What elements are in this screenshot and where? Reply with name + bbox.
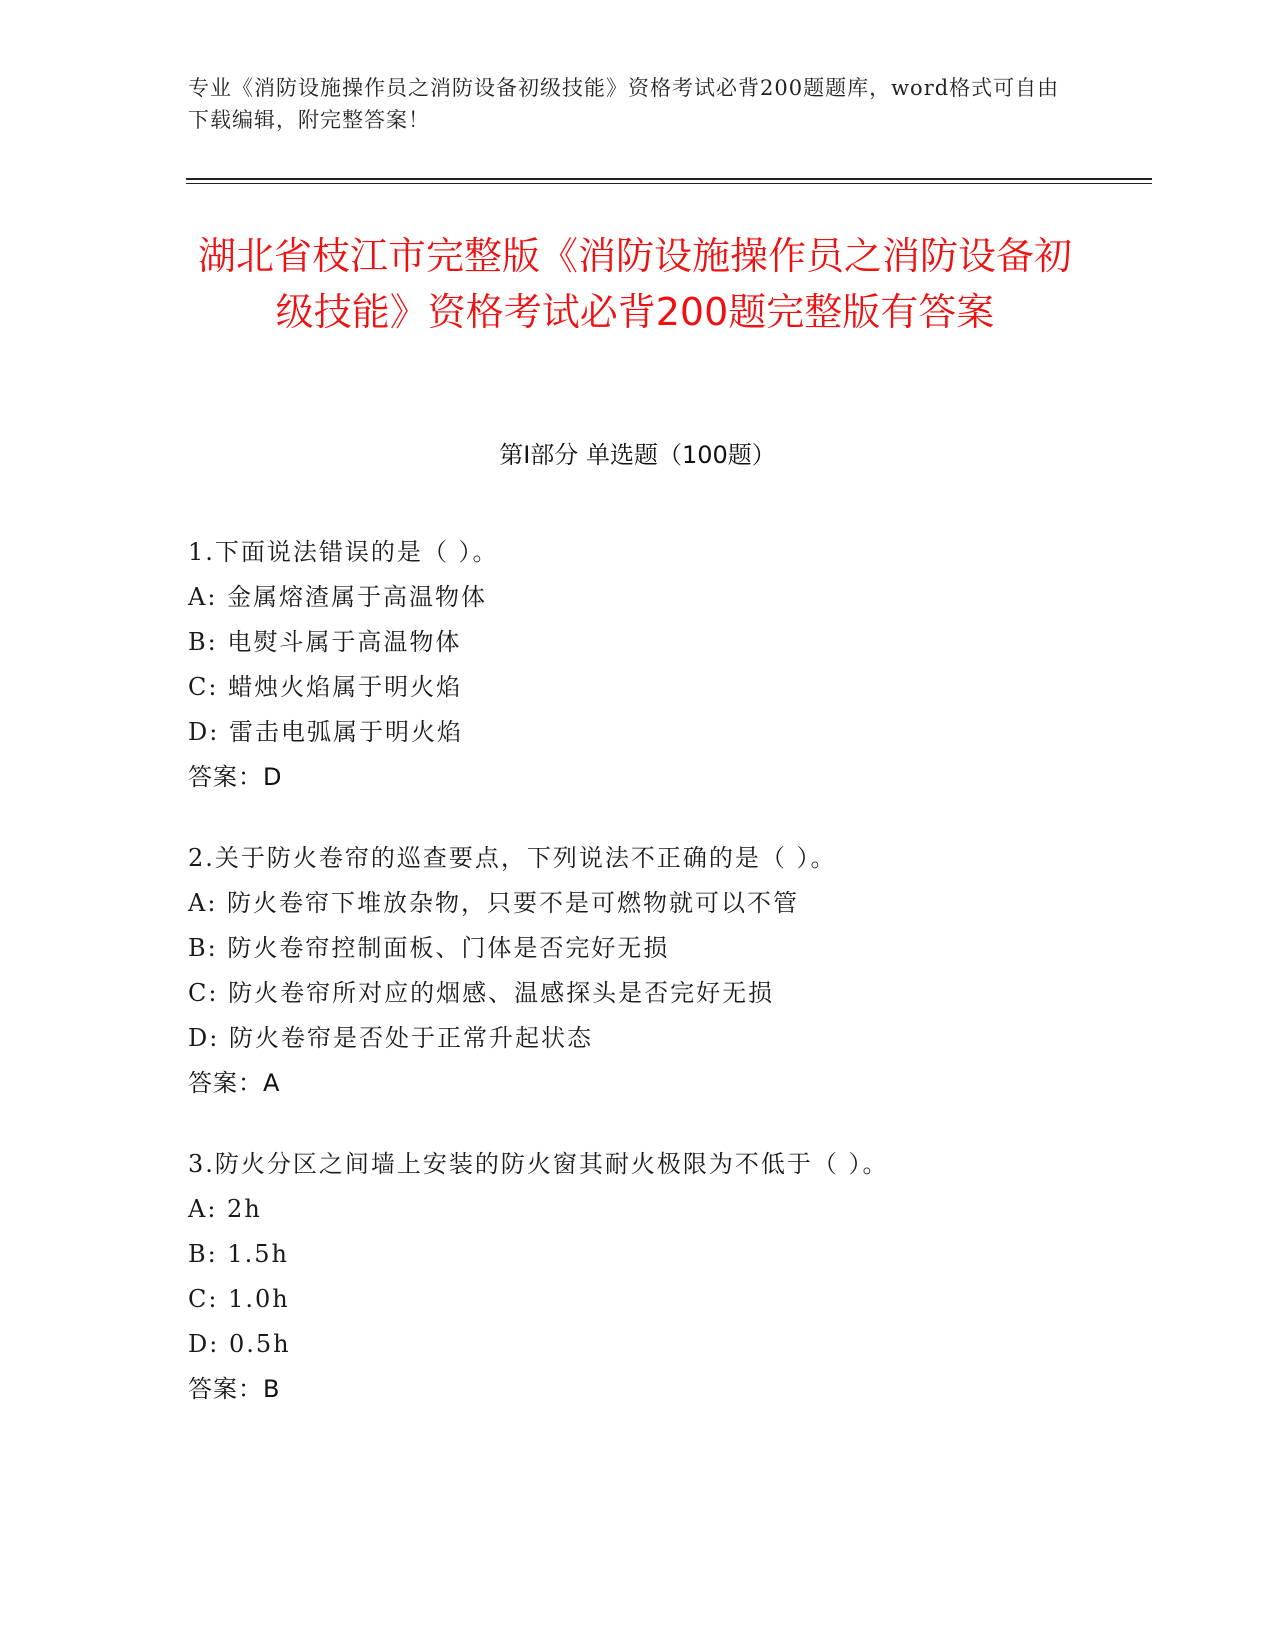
answer: 答案：B (188, 1375, 281, 1403)
option-b: B: 防火卷帘控制面板、门体是否完好无损 (188, 934, 670, 962)
option-c: C: 1.0h (188, 1285, 290, 1313)
document-title: 湖北省枝江市完整版《消防设施操作员之消防设备初级技能》资格考试必背200题完整版有答案 (197, 234, 1072, 334)
section-heading: 第I部分 单选题（100题） (499, 441, 776, 469)
option-d: D: 0.5h (188, 1330, 291, 1358)
question-stem: 1.下面说法错误的是（ ）。 (188, 538, 499, 566)
option-a: A: 金属熔渣属于高温物体 (188, 583, 488, 611)
option-d: D: 防火卷帘是否处于正常升起状态 (188, 1024, 593, 1052)
option-b: B: 电熨斗属于高温物体 (188, 628, 462, 656)
question-list (188, 530, 1148, 1448)
question-3 (188, 1142, 1148, 1412)
option-a: A: 2h (188, 1195, 262, 1223)
option-d: D: 雷击电弧属于明火焰 (188, 718, 463, 746)
option-b: B: 1.5h (188, 1240, 289, 1268)
option-a: A: 防火卷帘下堆放杂物，只要不是可燃物就可以不管 (188, 889, 800, 917)
question-stem: 3.防火分区之间墙上安装的防火窗其耐火极限为不低于（ ）。 (188, 1150, 889, 1178)
answer: 答案：A (188, 1069, 281, 1097)
question-stem: 2.关于防火卷帘的巡查要点，下列说法不正确的是（ ）。 (188, 844, 837, 872)
header-divider-thick (186, 178, 1152, 180)
header-note: 专业《消防设施操作员之消防设备初级技能》资格考试必背200题题库，word格式可自由下载编辑，附完整答案！ (188, 76, 1060, 132)
question-2 (188, 836, 1148, 1106)
option-c: C: 蜡烛火焰属于明火焰 (188, 673, 463, 701)
header-divider-thin (186, 183, 1152, 184)
answer: 答案：D (188, 763, 283, 791)
question-1 (188, 530, 1148, 800)
option-c: C: 防火卷帘所对应的烟感、温感探头是否完好无损 (188, 979, 775, 1007)
